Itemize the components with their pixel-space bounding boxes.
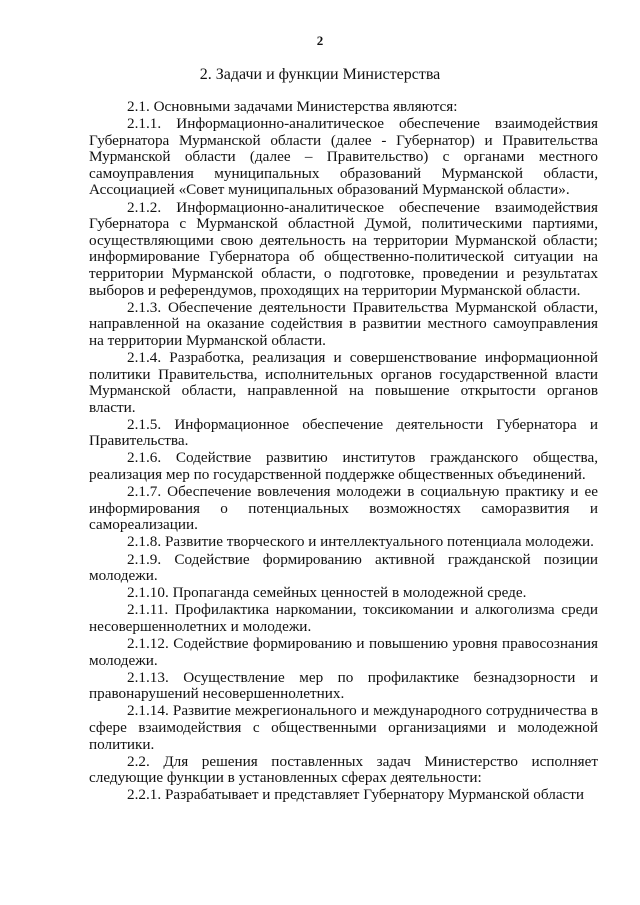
paragraph-2-1-8: 2.1.8. Развитие творческого и интеллектуального потенциала молодежи. bbox=[127, 533, 594, 551]
paragraph-2-1-11: 2.1.11. Профилактика наркомании, токсикомании и алкоголизма среди несовершеннолетних и молодежи. bbox=[89, 601, 598, 635]
paragraph-2-1-7: 2.1.7. Обеспечение вовлечения молодежи в социальную практику и ее информирования о потенциальных возможностях саморазвития и самореализации. bbox=[89, 483, 598, 534]
paragraph-2-1-6: 2.1.6. Содействие развитию институтов гражданского общества, реализация мер по государственной поддержке общественных объединений. bbox=[89, 449, 598, 484]
paragraph-2-1-13: 2.1.13. Осуществление мер по профилактике безнадзорности и правонарушений несовершеннолетних. bbox=[89, 668, 598, 703]
paragraph-2-1: 2.1. Основными задачами Министерства являются: bbox=[127, 98, 458, 115]
paragraph-2-2-1: 2.2.1. Разрабатывает и представляет Губернатору Мурманской области bbox=[127, 786, 585, 804]
paragraph-2-2: 2.2. Для решения поставленных задач Министерство исполняет следующие функции в установленных сферах деятельности: bbox=[89, 752, 598, 787]
paragraph-2-1-3: 2.1.3. Обеспечение деятельности Правительства Мурманской области, направленной на оказание содействия в развитии местного самоуправления на территории Мурманской области. bbox=[89, 298, 598, 349]
paragraph-2-1-2: 2.1.2. Информационно-аналитическое обеспечение взаимодействия Губернатора с Мурманской областной Думой, политическими партиями, осуществляющими свою деятельность на территории Мурманской области; информирование Губернатора об общественно-политической ситуации на территории Мурманской области, о подготовке, проведении и результатах выборов и референдумов, проходящих на территории Мурманской области. bbox=[89, 198, 598, 299]
paragraph-2-1-9: 2.1.9. Содействие формированию активной гражданской позиции молодежи. bbox=[89, 550, 598, 585]
document-body bbox=[89, 99, 598, 804]
paragraph-2-1-5: 2.1.5. Информационное обеспечение деятельности Губернатора и Правительства. bbox=[89, 415, 598, 450]
paragraph-2-1-10: 2.1.10. Пропаганда семейных ценностей в молодежной среде. bbox=[127, 584, 527, 602]
paragraph-2-1-14: 2.1.14. Развитие межрегионального и международного сотрудничества в сфере взаимодействия с общественными организациями и молодежной политики. bbox=[89, 702, 598, 753]
page-number: 2 bbox=[316, 33, 324, 48]
section-heading: 2. Задачи и функции Министерства bbox=[199, 66, 441, 83]
paragraph-2-1-1: 2.1.1. Информационно-аналитическое обеспечение взаимодействия Губернатора Мурманской области (далее - Губернатор) и Правительства Мурманской области (далее – Правительство) с органами местного самоуправления муниципальных образований Мурманской области, Ассоциацией «Совет муниципальных образований Мурманской области». bbox=[89, 115, 598, 199]
paragraph-2-1-12: 2.1.12. Содействие формированию и повышению уровня правосознания молодежи. bbox=[89, 635, 598, 669]
paragraph-2-1-4: 2.1.4. Разработка, реализация и совершенствование информационной политики Правительства, исполнительных органов государственной власти Мурманской области, направленной на повышение открытости органов власти. bbox=[89, 348, 598, 416]
